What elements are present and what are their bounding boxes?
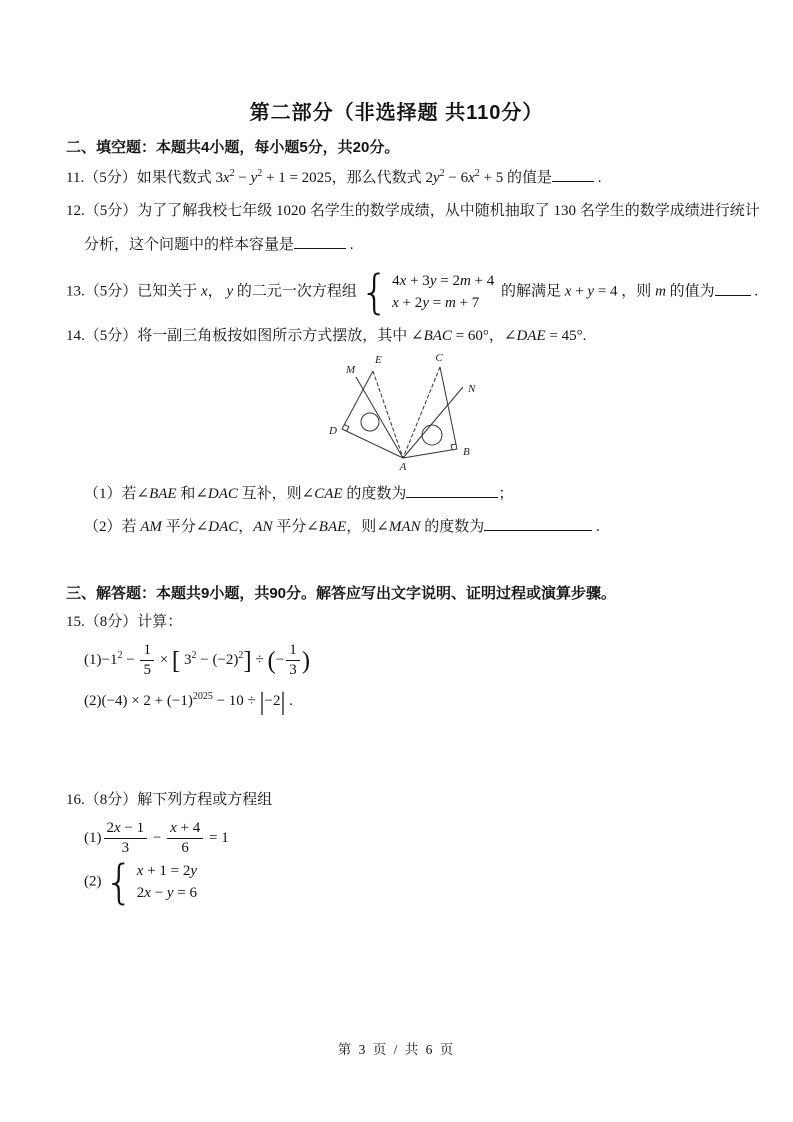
equation-system xyxy=(104,854,198,909)
math-token: 2 xyxy=(106,820,114,836)
cases-brace: { xyxy=(104,854,134,909)
math-token: . xyxy=(346,237,354,253)
math-token: = 6 xyxy=(173,884,198,901)
math-token: = 4 ，则 xyxy=(594,283,656,300)
edge-ab xyxy=(403,449,457,458)
math-token: − (−2) xyxy=(196,652,239,669)
math-token: y xyxy=(422,294,429,311)
math-token: 3 xyxy=(121,840,130,857)
question-15-expr2 xyxy=(84,688,294,716)
math-token: [ xyxy=(171,647,181,675)
answer-blank xyxy=(484,515,592,531)
math-token: 13.（5分）已知关于 xyxy=(66,283,202,300)
math-token: = 60°，∠ xyxy=(451,328,517,344)
math-token: 的解满足 xyxy=(497,283,565,300)
math-token: − 10 ÷ xyxy=(212,693,260,709)
figure-label-d: D xyxy=(329,425,337,437)
math-token: x xyxy=(201,283,208,300)
math-token: （1）若∠ xyxy=(84,486,150,502)
page-title: 第二部分（非选择题 共110分） xyxy=(249,102,544,124)
math-token: = xyxy=(428,294,445,311)
math-token: + 5 的值是 xyxy=(479,170,552,186)
math-token: x xyxy=(399,273,407,289)
math-token: ，则∠ xyxy=(346,519,389,535)
math-token: + 1 = 2025，那么代数式 xyxy=(262,170,426,186)
math-token: x xyxy=(170,820,177,836)
math-token: ， xyxy=(238,519,254,535)
math-token: −2 xyxy=(264,693,281,709)
math-token: 2025 xyxy=(192,691,213,702)
figure-label-a: A xyxy=(399,461,407,472)
math-token: 2 xyxy=(117,650,123,662)
math-token: 2 xyxy=(229,168,235,179)
math-token: 2 xyxy=(136,884,145,901)
math-token: 的度数为 xyxy=(342,486,407,502)
math-token: 2 xyxy=(425,170,433,186)
question-12-line2 xyxy=(84,233,354,257)
math-token: 14.（5分）将一副三角板按如图所示方式摆放，其中 ∠ xyxy=(66,328,424,344)
math-token: | xyxy=(259,688,265,716)
page-footer: 第 3 页 / 共 6 页 xyxy=(337,1042,456,1057)
section-solve-heading: 三、解答题：本题共9小题，共90分。解答应写出文字说明、证明过程或演算步骤。 xyxy=(66,585,617,602)
math-token: 3 xyxy=(215,170,223,186)
cases-brace: { xyxy=(359,264,390,319)
question-16 xyxy=(66,790,272,812)
math-token: . xyxy=(592,519,600,535)
math-token: CAE xyxy=(314,486,343,502)
math-token: y xyxy=(190,863,198,879)
math-token: 3 xyxy=(180,652,192,669)
question-14-figure xyxy=(318,350,478,472)
math-token: (−4) × 2 + (−1) xyxy=(101,693,193,709)
math-token: (2) xyxy=(84,693,102,709)
math-token: y xyxy=(587,283,595,300)
math-token: 的值为 xyxy=(665,283,715,300)
question-15 xyxy=(66,612,182,634)
section-fill-heading: 二、填空题：本题共4小题，每小题5分，共20分。 xyxy=(66,139,400,156)
math-token: + 2 xyxy=(398,294,423,311)
math-token: m xyxy=(655,283,666,300)
answer-blank xyxy=(552,166,594,182)
math-token: ÷ xyxy=(251,652,268,669)
math-token: 2 xyxy=(439,168,445,179)
question-11 xyxy=(66,166,601,190)
math-token: = 45°. xyxy=(545,328,587,344)
question-14-part2 xyxy=(84,515,600,539)
figure-label-m: M xyxy=(346,364,356,376)
edge-bc xyxy=(440,367,457,449)
math-token: 分析，这个问题中的样本容量是 xyxy=(84,237,295,253)
math-token: + 7 xyxy=(455,294,480,311)
math-token: ( xyxy=(267,647,276,675)
math-token: x xyxy=(468,170,475,186)
math-token: 6 xyxy=(181,840,189,857)
math-token: AN xyxy=(253,519,273,535)
math-token: 2 xyxy=(257,168,263,179)
math-token: 的二元一次方程组 xyxy=(233,283,357,300)
math-token: x xyxy=(144,884,151,901)
math-token: 的度数为 xyxy=(420,519,485,535)
math-token: x xyxy=(392,294,399,311)
figure-label-n: N xyxy=(468,383,476,395)
math-token: y xyxy=(226,283,234,300)
math-token: ； xyxy=(498,486,514,502)
math-token: 平分∠ xyxy=(161,519,209,535)
math-token: + xyxy=(571,283,588,300)
question-16-expr1 xyxy=(84,820,229,858)
math-token: y xyxy=(429,273,437,289)
edge-ad xyxy=(342,429,403,458)
math-token: m xyxy=(459,273,471,289)
equation-row xyxy=(137,884,197,903)
answer-blank xyxy=(406,482,498,498)
math-token: −1 xyxy=(101,652,118,669)
math-token: + 1 = 2 xyxy=(143,863,191,879)
math-token: m xyxy=(444,294,456,311)
math-token: ) xyxy=(301,647,311,675)
hole-left-triangle xyxy=(361,413,379,431)
equation-row xyxy=(392,272,494,291)
math-token: （2）若 xyxy=(84,519,141,535)
math-token: x xyxy=(136,863,144,879)
math-token: − xyxy=(234,170,251,186)
math-token: 12.（5分）为了了解我校七年级 1020 名学生的数学成绩，从中随机抽取了 130 名学生的数学成绩进行统计 xyxy=(66,203,760,219)
math-token: − 1 xyxy=(120,820,145,836)
math-token: × xyxy=(155,652,172,669)
math-token: − xyxy=(149,830,166,847)
math-token: | xyxy=(280,688,286,716)
fraction xyxy=(140,642,154,680)
math-token: 1 xyxy=(143,642,151,658)
math-token: − 6 xyxy=(444,170,469,186)
math-token: y xyxy=(250,170,258,186)
figure-label-b: B xyxy=(463,446,470,458)
triangle-figure xyxy=(318,350,478,472)
math-token: 3 xyxy=(289,662,297,679)
math-token: 2 xyxy=(474,168,480,179)
math-token: 5 xyxy=(143,662,151,679)
hole-right-triangle xyxy=(422,425,442,445)
math-token: + 3 xyxy=(406,273,430,289)
math-token: DAE xyxy=(516,328,546,344)
math-token: 4 xyxy=(392,273,400,289)
equation-row xyxy=(392,294,494,313)
math-token: ， xyxy=(207,283,227,300)
ray-an xyxy=(403,387,463,458)
math-token: DAC xyxy=(208,519,239,535)
math-token: ] xyxy=(243,647,252,675)
math-token: − xyxy=(122,652,139,669)
math-token: BAE xyxy=(318,519,347,535)
math-token: . xyxy=(285,693,294,709)
math-token: 互补，则∠ xyxy=(237,486,315,502)
math-token: 1 xyxy=(289,642,297,658)
math-token: (2) xyxy=(84,873,102,890)
math-token: 平分∠ xyxy=(272,519,319,535)
math-token: = 1 xyxy=(205,830,229,847)
math-token: 15.（8分）计算： xyxy=(66,614,183,630)
question-14-part1 xyxy=(84,482,513,506)
math-token: AM xyxy=(140,519,162,535)
question-15-expr1 xyxy=(84,642,310,680)
math-token: . xyxy=(593,170,602,186)
answer-blank xyxy=(715,280,751,296)
fraction xyxy=(286,642,300,680)
math-token: BAE xyxy=(149,486,177,502)
math-token: x xyxy=(222,170,230,186)
math-token: 和∠ xyxy=(176,486,208,502)
math-token: x xyxy=(564,283,572,300)
math-token: MAN xyxy=(388,519,421,535)
question-14 xyxy=(66,326,586,348)
math-token: BAC xyxy=(423,328,452,344)
answer-blank xyxy=(294,233,346,249)
math-token: + 4 xyxy=(176,820,201,836)
math-token: 2 xyxy=(191,650,197,662)
math-token: y xyxy=(166,884,174,901)
math-token: = 2 xyxy=(436,273,460,289)
figure-label-c: C xyxy=(435,352,443,364)
math-token: DAC xyxy=(207,486,238,502)
math-token: y xyxy=(432,170,440,186)
math-token: . xyxy=(750,283,759,300)
math-token: (1) xyxy=(84,830,102,847)
math-token: (1) xyxy=(84,652,102,669)
math-token: − xyxy=(150,884,167,901)
math-token: − xyxy=(275,652,285,669)
figure-label-e: E xyxy=(375,354,382,366)
math-token: 2 xyxy=(238,650,244,662)
question-13 xyxy=(66,264,759,319)
math-token: + 4 xyxy=(470,273,495,289)
math-token: x xyxy=(114,820,121,836)
question-16-expr2 xyxy=(84,854,200,909)
equation-row xyxy=(137,862,197,881)
fraction xyxy=(104,820,148,858)
fraction xyxy=(167,820,203,858)
math-token: 16.（8分）解下列方程或方程组 xyxy=(66,792,273,808)
equation-system xyxy=(359,264,495,319)
math-token: 11.（5分）如果代数式 xyxy=(66,170,216,186)
question-12-line1 xyxy=(66,201,760,223)
